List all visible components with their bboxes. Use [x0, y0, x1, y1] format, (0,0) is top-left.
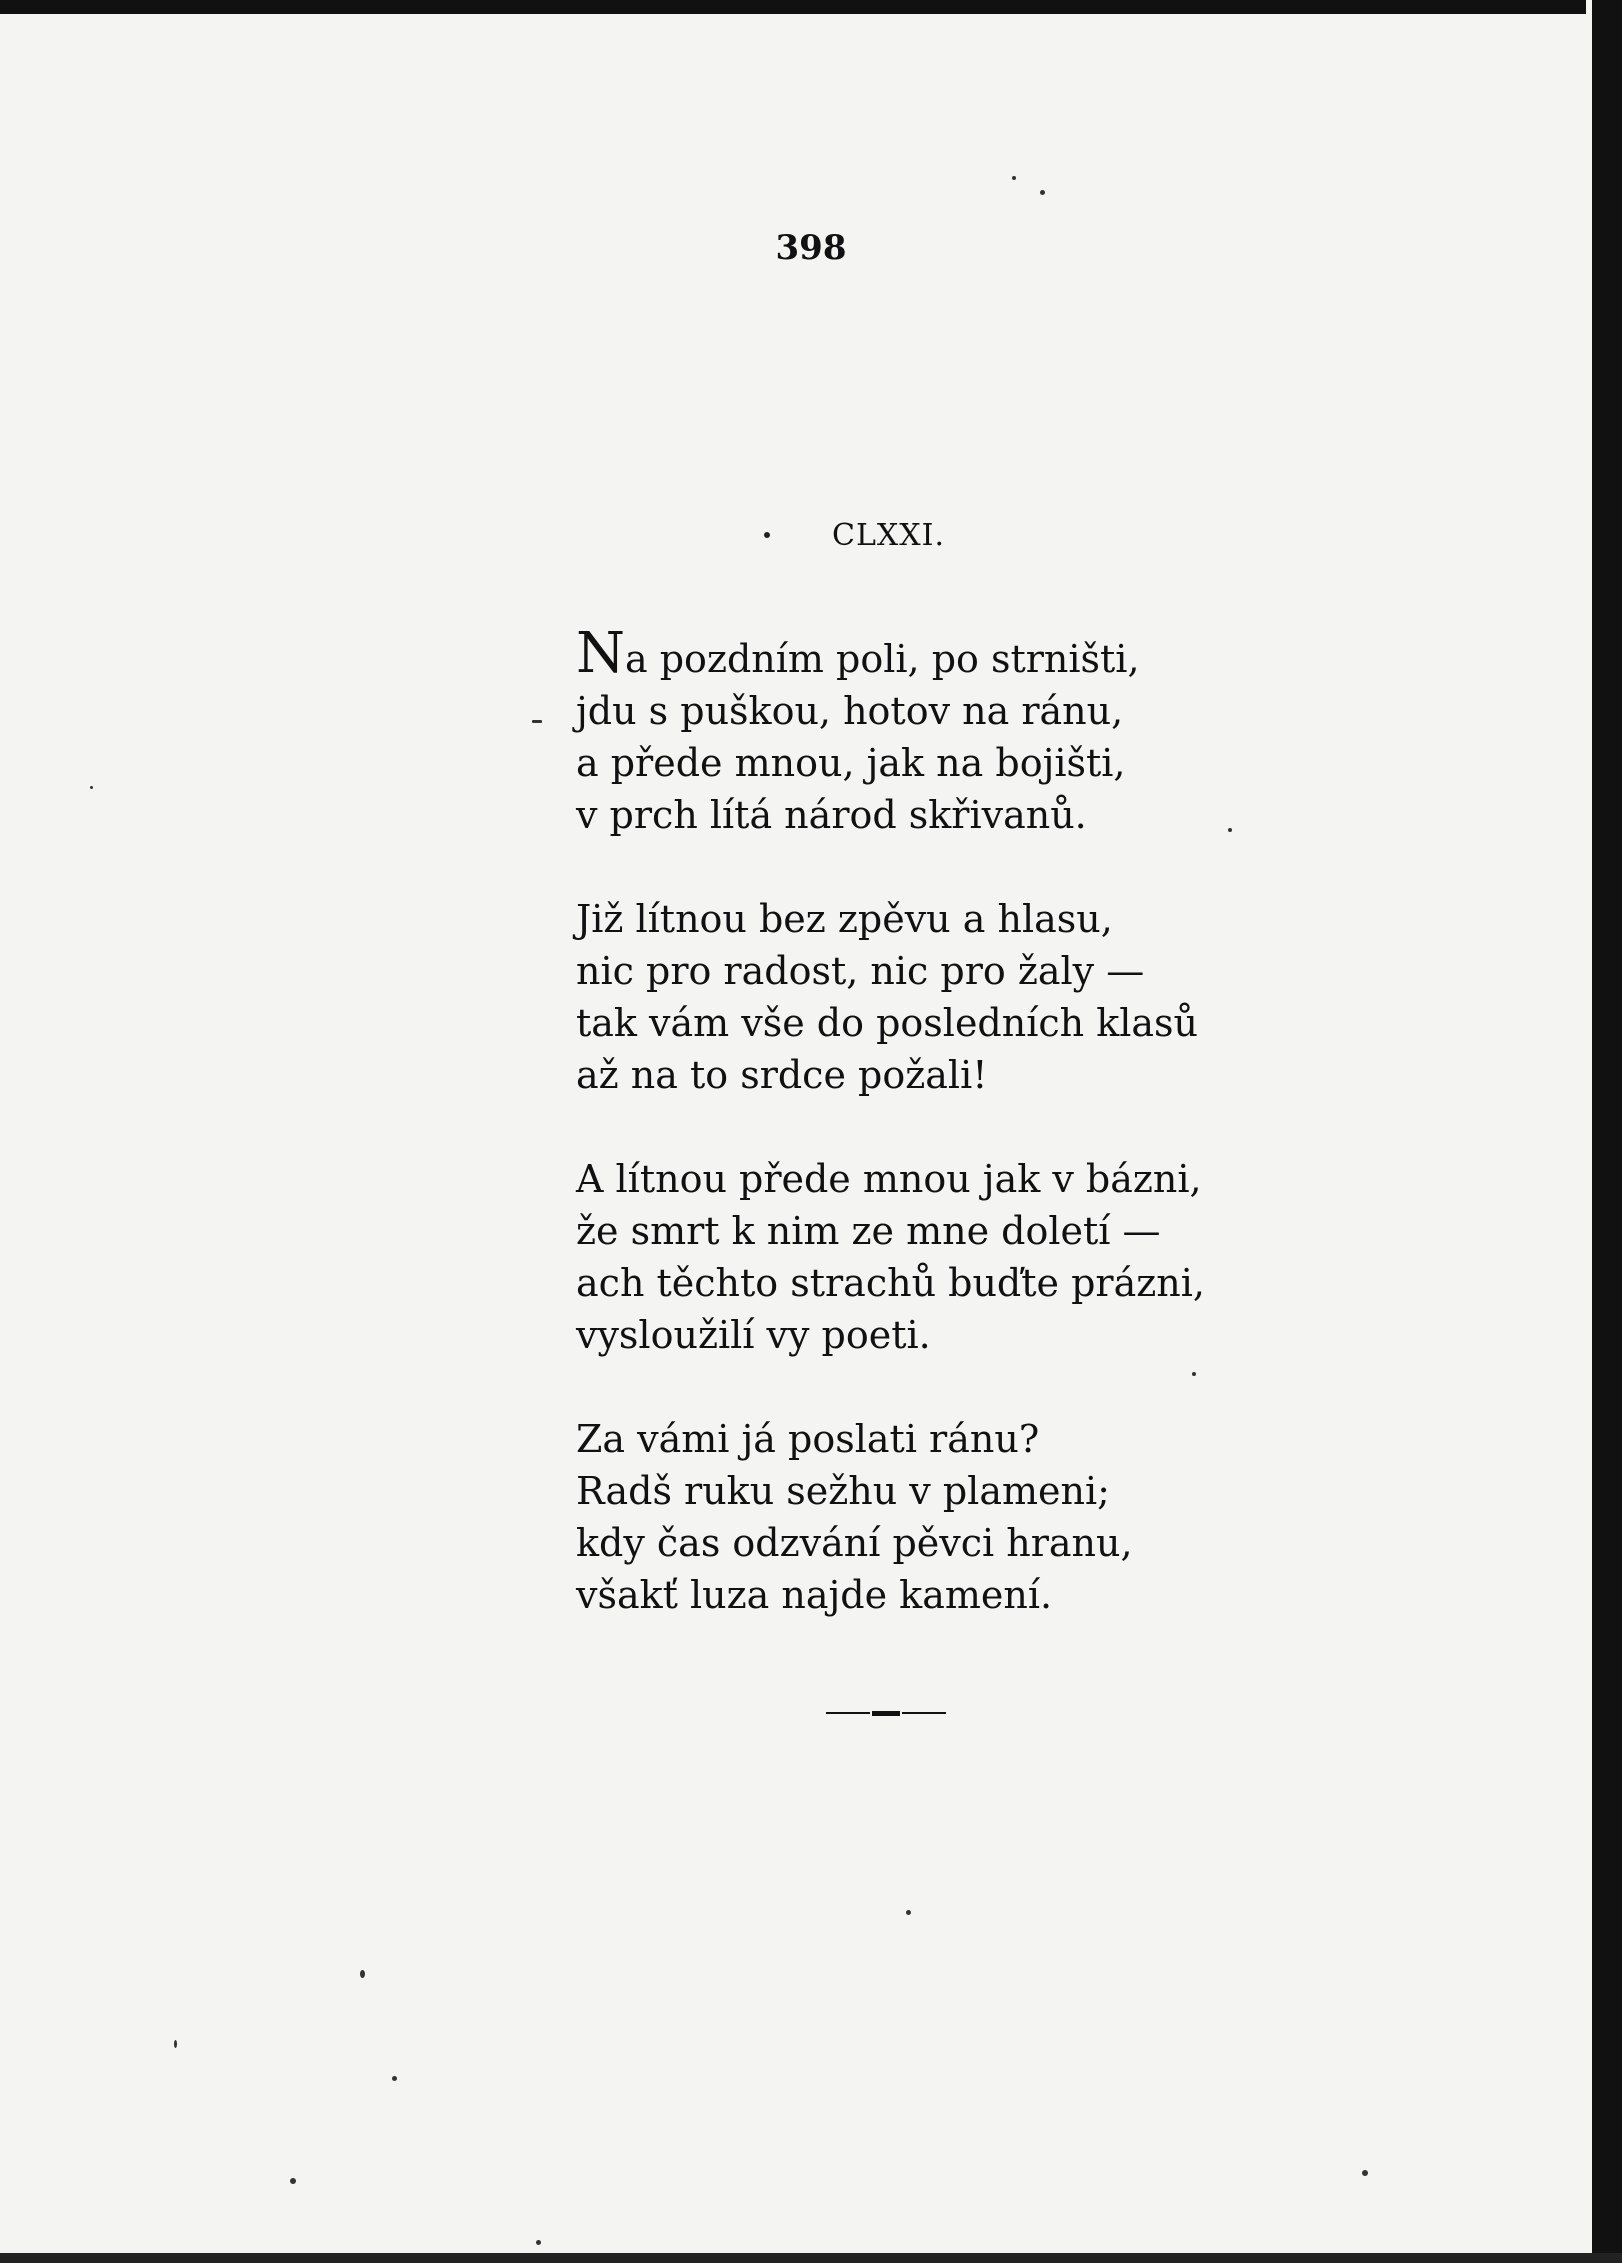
scan-speck: [1040, 190, 1045, 195]
scan-speck: [906, 1910, 911, 1915]
poem: [576, 621, 1276, 1673]
scan-speck: [532, 720, 542, 723]
scan-speck: [392, 2076, 397, 2081]
scan-speck: [1192, 1372, 1196, 1376]
ornament-center: [872, 1711, 900, 1716]
stanza-4: [576, 1413, 1276, 1621]
poem-line: jdu s puškou, hotov na ránu,: [576, 689, 1124, 733]
scan-speck: [360, 1970, 365, 1978]
scan-border-bottom: [0, 2253, 1622, 2263]
ornament-rule-right: [902, 1712, 946, 1714]
scan-speck: [90, 786, 93, 789]
scan-speck: [536, 2240, 541, 2245]
scan-speck: [290, 2178, 296, 2184]
poem-line: a přede mnou, jak na bojišti,: [576, 741, 1126, 785]
scan-speck: [1012, 176, 1016, 180]
scan-border-right: [1592, 0, 1622, 2263]
scan-border-top: [0, 0, 1622, 14]
stanza-1: [576, 621, 1276, 841]
poem-line: v prch lítá národ skřivanů.: [576, 793, 1087, 837]
poem-line: Radš ruku sežhu v plameni;: [576, 1469, 1110, 1513]
poem-line: až na to srdce požali!: [576, 1053, 988, 1097]
stanza-2: [576, 893, 1276, 1101]
scan-speck: [1362, 2170, 1368, 2176]
end-ornament: [826, 1712, 946, 1716]
poem-line: Již lítnou bez zpěvu a hlasu,: [576, 897, 1113, 941]
poem-line: všakť luza najde kamení.: [576, 1573, 1053, 1617]
poem-line: vysloužilí vy poeti.: [576, 1313, 931, 1357]
poem-line: nic pro radost, nic pro žaly —: [576, 949, 1145, 993]
poem-line: kdy čas odzvání pěvci hranu,: [576, 1521, 1133, 1565]
ornament-rule-left: [826, 1712, 870, 1714]
poem-line: Za vámi já poslati ránu?: [576, 1417, 1040, 1461]
poem-line: ach těchto strachů buďte prázni,: [576, 1261, 1205, 1305]
poem-line: Na pozdním poli, po strništi,: [576, 621, 1140, 686]
poem-line: A lítnou přede mnou jak v bázni,: [576, 1157, 1202, 1201]
scan-speck: [1228, 828, 1232, 832]
scan-border-gap: [1586, 0, 1592, 2263]
chapter-dot: [764, 532, 770, 538]
stanza-3: [576, 1153, 1276, 1361]
poem-line: tak vám vše do posledních klasů: [576, 1001, 1199, 1045]
scan-speck: [174, 2040, 177, 2048]
poem-line: že smrt k nim ze mne doletí —: [576, 1209, 1161, 1253]
chapter-number: CLXXI.: [832, 518, 945, 553]
page-number: 398: [775, 228, 847, 268]
